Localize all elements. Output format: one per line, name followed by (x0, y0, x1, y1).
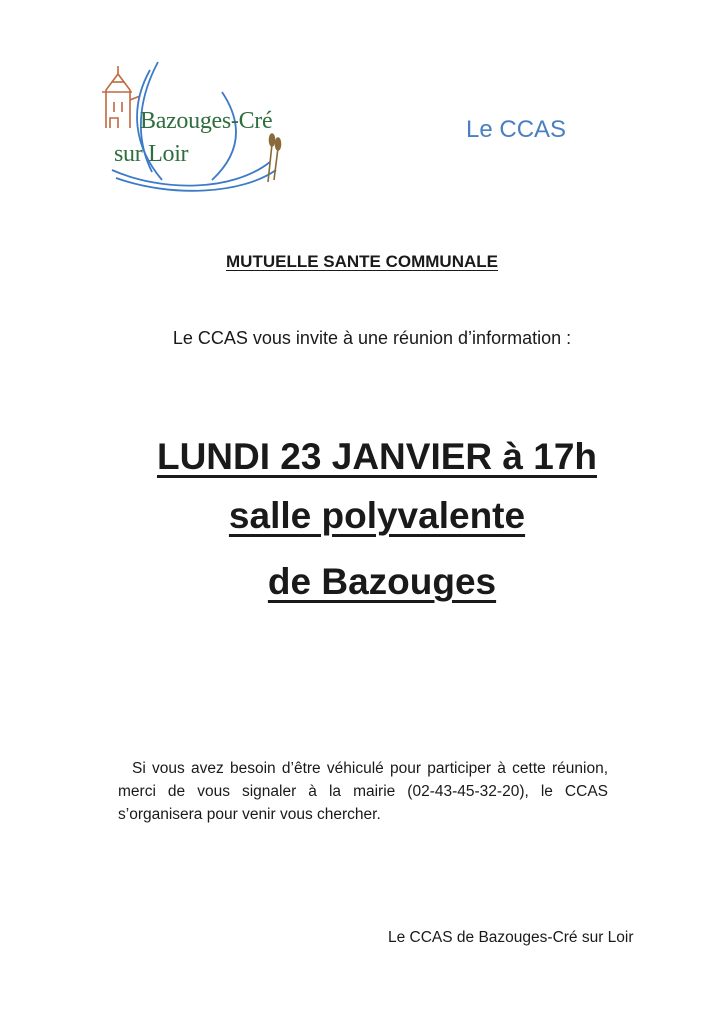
logo-name-line-2: sur Loir (114, 141, 189, 167)
signature: Le CCAS de Bazouges-Cré sur Loir (388, 929, 634, 946)
event-place: de Bazouges (267, 561, 497, 602)
document-subject: MUTUELLE SANTE COMMUNALE (226, 252, 498, 271)
event-room: salle polyvalente (228, 495, 526, 536)
event-date: LUNDI 23 JANVIER à 17h (156, 436, 598, 477)
municipality-logo (92, 52, 292, 202)
transport-notice: Si vous avez besoin d’être véhiculé pour participer à cette réunion, merci de vous signaler à la mairie (02-43-45-32-20), le CCAS s’organisera pour venir vous chercher. (118, 760, 608, 823)
header-organization: Le CCAS (466, 116, 567, 143)
invitation-text: Le CCAS vous invite à une réunion d’information : (172, 328, 572, 348)
chateau-icon (102, 66, 140, 128)
logo-name-line-1: Bazouges-Cré (140, 108, 273, 134)
